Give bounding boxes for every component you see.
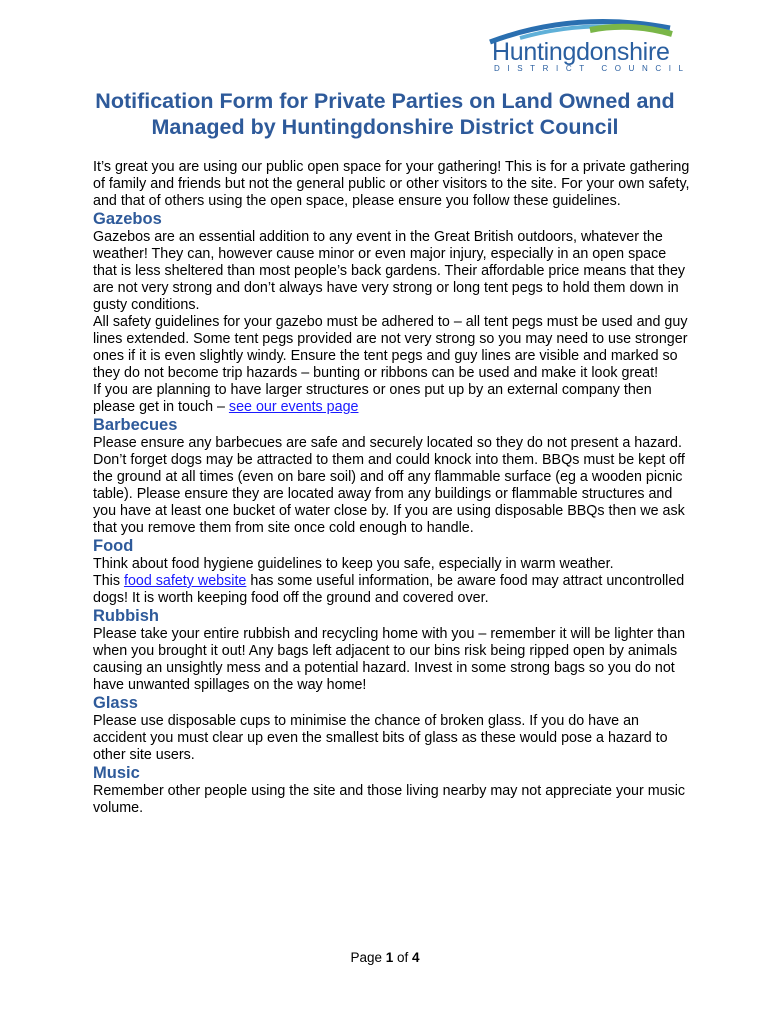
gazebos-paragraph-3 bbox=[93, 382, 693, 416]
gazebos-paragraph-2: All safety guidelines for your gazebo must be adhered to – all tent pegs must be used and guy lines extended. Some tent pegs provided are not very strong so you may need to use stronger ones if it is even slightly windy. Ensure the tent pegs and guy lines are visible and marked so they do not become trip hazards – bunting or ribbons can be used and make it look great! bbox=[93, 314, 688, 381]
page-word: Page bbox=[350, 950, 382, 965]
section-heading-food: Food bbox=[93, 537, 134, 555]
music-paragraph: Remember other people using the site and those living nearby may not appreciate your music volume. bbox=[93, 783, 686, 816]
section-heading-gazebos: Gazebos bbox=[93, 210, 162, 228]
logo-subtitle: DISTRICT COUNCIL bbox=[494, 64, 691, 73]
food-safety-link[interactable]: food safety website bbox=[123, 573, 247, 589]
gazebos-contact-text: If you are planning to have larger structures or ones put up by an external company then please get in touch – bbox=[93, 382, 652, 415]
intro-paragraph: It’s great you are using our public open space for your gathering! This is for a private gathering of family and friends but not the general public or other visitors to the site. For your own safety, and that of others using the open space, please ensure you follow these guidelines. bbox=[93, 159, 690, 209]
gazebos-paragraph-1: Gazebos are an essential addition to any event in the Great British outdoors, whatever the weather! They can, however cause minor or even major injury, especially in an open space that is less sheltered than most people’s back gardens. Their affordable price means that they are not very strong and don’t always have very strong or long tent pegs to hold them down in gusty conditions. bbox=[93, 229, 686, 313]
food-text-after: has some useful information, be aware food may attract uncontrolled dogs! It is worth keeping food off the ground and covered over. bbox=[93, 573, 685, 606]
section-heading-barbecues: Barbecues bbox=[93, 416, 178, 434]
rubbish-paragraph: Please take your entire rubbish and recycling home with you – remember it will be lighter than when you brought it out! Any bags left adjacent to our bins risk being ripped open by animals causing an unsightly mess and a potential hazard. Invest in some strong bags so you do not have unwanted spillages on the way home! bbox=[93, 626, 686, 693]
page-current: 1 bbox=[385, 950, 394, 965]
events-page-link[interactable]: see our events page bbox=[228, 399, 359, 415]
food-text-before: This bbox=[93, 573, 124, 589]
page-title: Notification Form for Private Parties on Land Owned and Managed by Huntingdonshire District Council bbox=[95, 89, 675, 139]
page-footer bbox=[0, 950, 770, 965]
food-paragraph-2 bbox=[93, 573, 693, 607]
glass-paragraph: Please use disposable cups to minimise the chance of broken glass. If you do have an accident you must clear up even the smallest bits of glass as these would pose a hazard to other site users. bbox=[93, 713, 668, 763]
document-body bbox=[93, 159, 693, 817]
page-total: 4 bbox=[412, 950, 420, 965]
section-heading-music: Music bbox=[93, 764, 140, 782]
section-heading-glass: Glass bbox=[93, 694, 138, 712]
food-paragraph-1: Think about food hygiene guidelines to keep you safe, especially in warm weather. bbox=[93, 556, 614, 572]
of-word: of bbox=[397, 950, 409, 965]
barbecues-paragraph: Please ensure any barbecues are safe and securely located so they do not present a hazard. Don’t forget dogs may be attracted to them and could knock into them. BBQs must be kept off the ground at all times (even on bare soil) and off any flammable surface (eg a wooden picnic table). Please ensure they are located away from any buildings or flammable structures and you have at least one bucket of water close by. If you are using disposable BBQs then we ask that you remove them from site once cold enough to handle. bbox=[93, 435, 685, 536]
logo-name: Huntingdonshire bbox=[492, 38, 670, 66]
section-heading-rubbish: Rubbish bbox=[93, 607, 159, 625]
council-logo bbox=[480, 16, 691, 76]
